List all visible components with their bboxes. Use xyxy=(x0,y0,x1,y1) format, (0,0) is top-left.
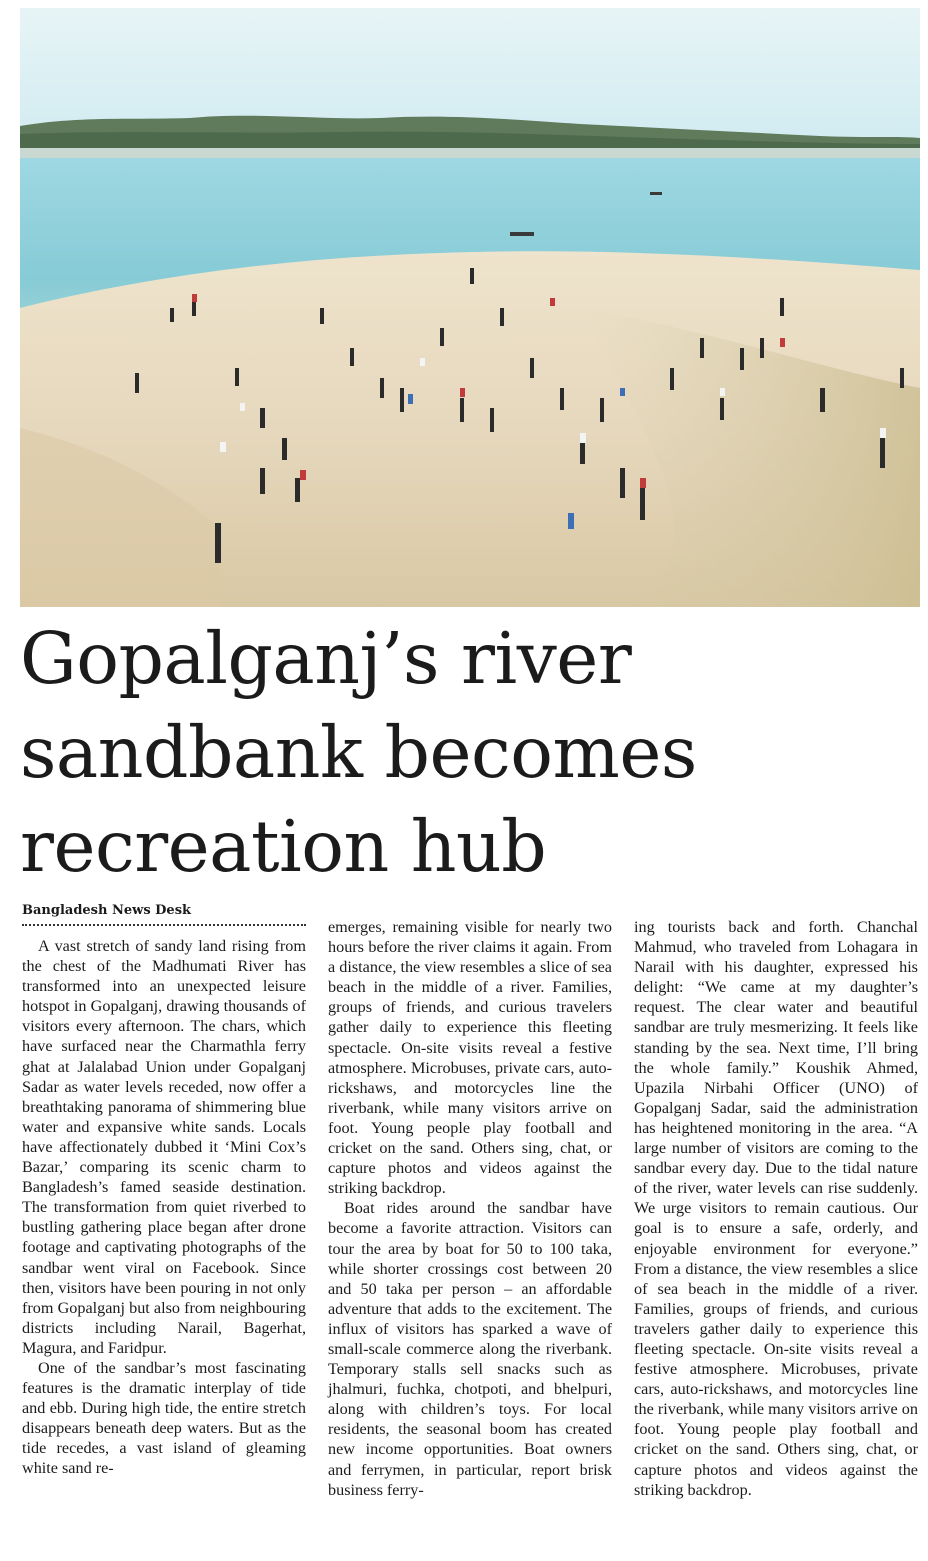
headline: Gopalganj’s river sandbank becomes recreation hub xyxy=(20,617,697,888)
paragraph: ing tourists back and forth. Chanchal Mahmud, who traveled from Lohagara in Narail with his daughter, expressed his delight: “We came at my daughter’s request. The clear water and beautiful sandbar are truly mesmerizing. It feels like standing by the sea. Next time, I’ll bring the whole family.” Koushik Ahmed, Upazila Nirbahi Officer (UNO) of Gopalganj Sadar, said the administration has heightened monitoring in the area. “A large number of visitors are coming to the sandbar every day. Due to the tidal nature of the river, water levels can rise suddenly. We urge visitors to remain cautious. Our goal is to ensure a safe, orderly, and enjoyable environment for everyone.” From a distance, the view resembles a slice of sea beach in the middle of a river. Families, groups of friends, and curious travelers gather daily to experience this fleeting spectacle. On-site visits reveal a festive atmosphere. Microbuses, private cars, auto-rickshaws, and motorcycles line the riverbank, while many visitors arrive on foot. Young people play football and cricket on the sand. Others sing, chat, or capture photos and videos against the striking backdrop. xyxy=(634,918,918,1499)
article-column-2 xyxy=(328,917,612,1500)
paragraph: One of the sandbar’s most fascinating features is the dramatic interplay of tide and ebb. During high tide, the entire stretch disappears beneath deep waters. But as the tide recedes, a vast island of gleaming white sand re- xyxy=(22,1358,306,1478)
paragraph: A vast stretch of sandy land rising from the chest of the Madhumati River has transformed into an unexpected leisure hotspot in Gopalganj, drawing thousands of visitors every afternoon. The chars, which have surfaced near the Charmathla ferry ghat at Jalalabad Union under Gopalganj Sadar as water levels receded, now offer a breathtaking panorama of shimmering blue water and expansive white sands. Locals have affectionately dubbed it ‘Mini Cox’s Bazar,’ comparing its scenic charm to Bangladesh’s famed seaside destination. The transformation from quiet riverbed to bustling gathering place began after drone footage and captivating photographs of the sandbar went viral on Facebook. Since then, visitors have been pouring in not only from Gopalganj but also from neighbouring districts including Narail, Bagerhat, Magura, and Faridpur. xyxy=(22,937,306,1357)
river-sandbar-crowd-photo xyxy=(20,8,920,607)
paragraph: Boat rides around the sandbar have become a favorite attraction. Visitors can tour the area by boat for 50 to 100 taka, while shorter crossings cost between 20 and 50 taka per person – an affordable adventure that adds to the excitement. The influx of visitors has sparked a wave of small-scale commerce along the riverbank. Temporary stalls sell snacks such as jhalmuri, fuchka, chotpoti, and bhelpuri, along with children’s toys. For local residents, the seasonal boom has created new income opportunities. Boat owners and ferrymen, in particular, report brisk business ferry- xyxy=(328,1199,612,1499)
article-column-3 xyxy=(634,917,918,1500)
byline: Bangladesh News Desk xyxy=(22,902,306,926)
paragraph: emerges, remaining visible for nearly two hours before the river claims it again. From a distance, the view resembles a slice of sea beach in the middle of a river. Families, groups of friends, and curious travelers gather daily to experience this fleeting spectacle. On-site visits reveal a festive atmosphere. Microbuses, private cars, auto-rickshaws, and motorcycles line the riverbank, while many visitors arrive on foot. Young people play football and cricket on the sand. Others sing, chat, or capture photos and videos against the striking backdrop. xyxy=(328,918,612,1198)
article-column-1 xyxy=(22,936,306,1479)
